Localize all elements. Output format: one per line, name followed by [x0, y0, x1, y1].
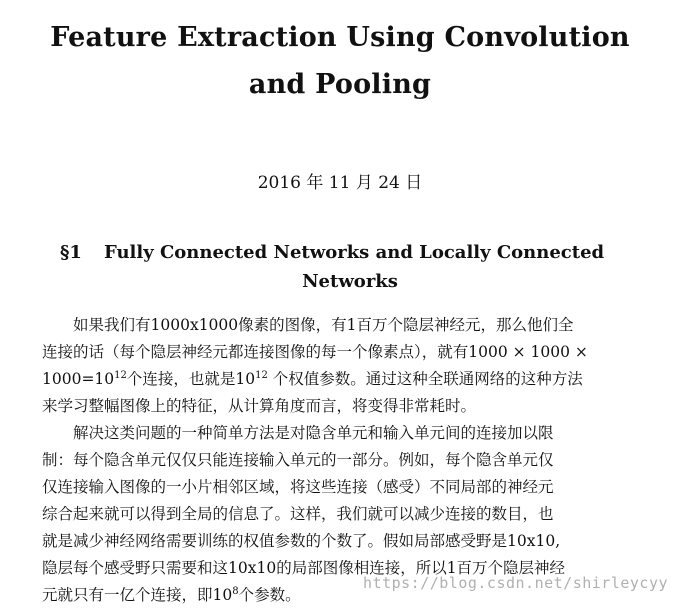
- section-heading: [60, 238, 640, 296]
- paragraph-2-line-6: 隐层每个感受野只需要和这10x10的局部图像相连接，所以1百万个隐层神经: [42, 559, 566, 577]
- p2-l7-superscript: 8: [232, 585, 239, 597]
- paragraph-2-line-5: 就是减少神经网络需要训练的权值参数的个数了。假如局部感受野是10x10,: [42, 532, 561, 550]
- section-heading-row: [60, 238, 640, 267]
- section-title-line-2: Networks: [302, 271, 398, 292]
- paragraph-2-line-3: 仅连接输入图像的一小片相邻区域，将这些连接（感受）不同局部的神经元: [42, 478, 554, 496]
- watermark: https://blog.csdn.net/shirleycyy: [363, 574, 668, 592]
- p1-l3-part-a: 1000=10: [42, 370, 115, 388]
- paragraph-2-line-4: 综合起来就可以得到全局的信息了。这样，我们就可以减少连接的数目，也: [42, 505, 554, 523]
- p2-l7-part-a: 元就只有一亿个连接，即10: [42, 586, 233, 604]
- title-line-1: Feature Extraction Using Convolution: [50, 22, 630, 53]
- body-text: [42, 312, 638, 609]
- p1-l3-part-b: 个连接，也就是10: [126, 370, 256, 388]
- paragraph-2-line-2: 制：每个隐含单元仅仅只能连接输入单元的一部分。例如，每个隐含单元仅: [42, 451, 554, 469]
- paragraph-2-line-1: 解决这类问题的一种简单方法是对隐含单元和输入单元间的连接加以限: [73, 424, 554, 442]
- paragraph-1-line-3: [42, 366, 638, 393]
- paragraph-1-line-4: 来学习整幅图像上的特征，从计算角度而言，将变得非常耗时。: [42, 397, 477, 415]
- paragraph-1-line-2: 连接的话（每个隐层神经元都连接图像的每一个像素点），就有1000 × 1000 ×: [42, 343, 588, 361]
- section-title-line-1: Fully Connected Networks and Locally Connected: [104, 242, 605, 263]
- p1-l3-superscript-1: 12: [114, 369, 127, 381]
- title-line-2: and Pooling: [248, 69, 432, 100]
- paper-title: [0, 14, 680, 108]
- section-number: §1: [60, 242, 82, 263]
- p2-l7-part-b: 个参数。: [238, 586, 301, 604]
- p1-l3-part-c: 个权值参数。通过这种全联通网络的这种方法: [267, 370, 583, 388]
- paper-date: 2016 年 11 月 24 日: [257, 173, 423, 193]
- paragraph-1-line-1: 如果我们有1000x1000像素的图像，有1百万个隐层神经元，那么他们全: [73, 316, 574, 334]
- p1-l3-superscript-2: 12: [255, 369, 268, 381]
